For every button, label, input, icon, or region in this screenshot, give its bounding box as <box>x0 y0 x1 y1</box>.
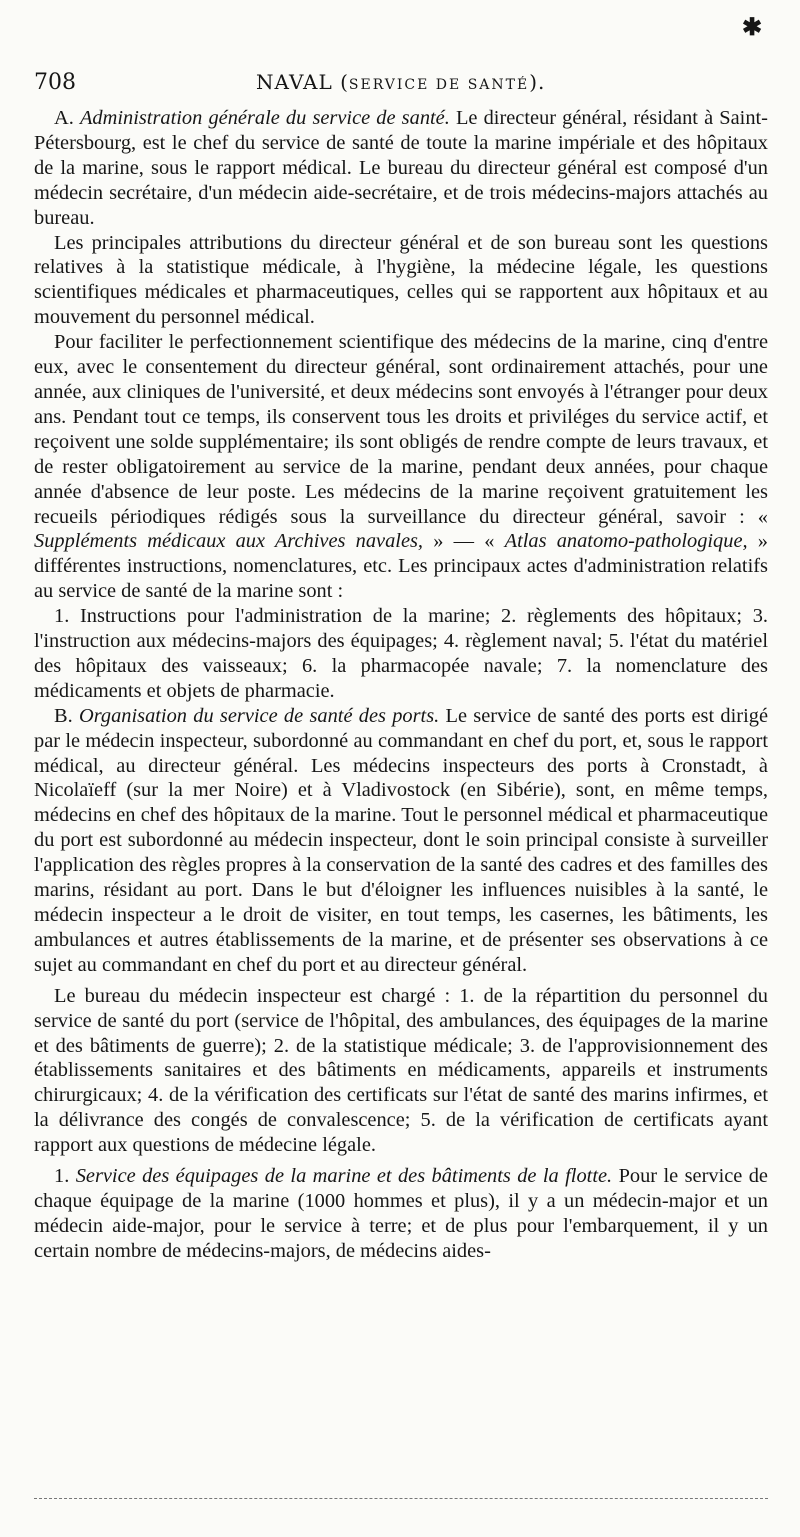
running-title-main: NAVAL ( <box>256 70 349 94</box>
running-header <box>34 70 768 98</box>
section-label: 1. <box>54 1165 70 1188</box>
section-label: A. <box>54 107 74 129</box>
paragraph-equipages <box>34 1164 768 1264</box>
paragraph-text: Le directeur général, résidant à Saint-Pétersbourg, est le chef du service de santé de toute la marine impériale et des hôpitaux de la marine, sous le rapport médical. Le bureau du directeur général est composé d'un médecin secrétaire, d'un médecin aide-secrétaire, et de trois médecins-majors attachés au bureau. <box>34 107 768 229</box>
paragraph-administration <box>34 106 768 231</box>
italic-title: Atlas anatomo-pathologique, <box>504 530 748 553</box>
running-title-end: ). <box>529 70 546 94</box>
running-title <box>256 70 545 94</box>
running-title-small: SERVICE DE SANTÉ <box>348 77 530 93</box>
footer-rule <box>34 1498 768 1499</box>
section-heading: Organisation du service de santé des ports. <box>78 704 440 727</box>
paragraph-text: » différentes instructions, nomenclatures, etc. Les principaux actes d'administration relatifs au service de santé de la marine sont : <box>34 530 768 603</box>
paragraph-text: Pour faciliter le perfectionnement scientifique des médecins de la marine, cinq d'entre eux, avec le consentement du directeur général, sont ordinairement attachés, pour une année, aux cliniques de l'université, et deux médecins sont envoyés à l'étranger pour deux ans. Pendant tout ce temps, ils conservent tous les droits et priviléges du service actif, et reçoivent une solde supplémentaire; ils sont obligés de rendre compte de leurs travaux, et de rester obligatoirement au service de la marine, pendant deux années, pour chaque année d'absence de leur poste. Les médecins de la marine reçoivent gratuitement les recueils périodiques rédigés sous la surveillance du directeur général, savoir : « <box>34 331 768 528</box>
paragraph-text: Pour le service de chaque équipage de la marine (1000 hommes et plus), il y a un médecin-major et un médecin aide-major, pour le service à terre; et de plus pour l'embarquement, il y un certain nombre de médecins-majors, de médecins aides- <box>34 1165 768 1262</box>
section-heading: Administration générale du service de santé. <box>79 107 450 129</box>
paragraph-attributions: Les principales attributions du directeur général et de son bureau sont les questions relatives à la statistique médicale, à l'hygiène, la médecine légale, les questions scientifiques médicales et pharmaceutiques, celles qui se rapportent aux hôpitaux et au mouvement du personnel médical. <box>34 231 768 329</box>
paragraph-text: » — « <box>423 530 505 553</box>
paragraph-bureau: Le bureau du médecin inspecteur est chargé : 1. de la répartition du personnel du service de santé du port (service de l'hôpital, des ambulances, des équipages de la marine et des bâtiments de guerre); 2. de la statistique médicale; 3. de l'approvisionnement des établissements sanitaires et des bâtiments en médicaments, appareils et instruments chirurgicaux; 4. de la vérification des certificats sur l'état de santé des marins infirmes, et la délivrance des congés de convalescence; 5. de la vérification de certificats ayant rapport aux questions de médecine légale. <box>34 984 768 1157</box>
article-body <box>34 106 768 1264</box>
paragraph-ports <box>34 704 768 978</box>
corner-mark: ✱ <box>742 12 763 41</box>
paragraph-actes-list: 1. Instructions pour l'administration de la marine; 2. règlements des hôpitaux; 3. l'instruction aux médecins-majors des équipages; 4. règlement naval; 5. l'état du matériel des hôpitaux des vaisseaux; 6. la pharmacopée navale; 7. la nomenclature des médicaments et objets de pharmacie. <box>34 605 768 702</box>
section-heading: Service des équipages de la marine et des bâtiments de la flotte. <box>75 1165 613 1188</box>
section-label: B. <box>54 704 73 727</box>
page-number: 708 <box>34 70 76 95</box>
paragraph-perfectionnement <box>34 330 768 604</box>
italic-title: Suppléments médicaux aux Archives navales, <box>34 530 424 553</box>
paragraph-text: Le service de santé des ports est dirigé par le médecin inspecteur, subordonné au commandant en chef du port, et, sous le rapport médical, au directeur général. Les médecins inspecteurs des ports à Cronstadt, à Nicolaïeff (sur la mer Noire) et à Vladivostock (en Sibérie), sont, en même temps, médecins en chef des hôpitaux de la marine. Tout le personnel médical et pharmaceutique du port est subordonné au médecin inspecteur, dont le soin principal consiste à surveiller l'application des règles propres à la conservation de la santé des cadres et des familles des marins, résidant au port. Dans le but d'éloigner les influences nuisibles à la santé, le médecin inspecteur a le droit de visiter, en tout temps, les casernes, les bâtiments, les ambulances et autres établissements de la marine, et de présenter ses observations à ce sujet au commandant en chef du port et au directeur général. <box>34 704 768 976</box>
